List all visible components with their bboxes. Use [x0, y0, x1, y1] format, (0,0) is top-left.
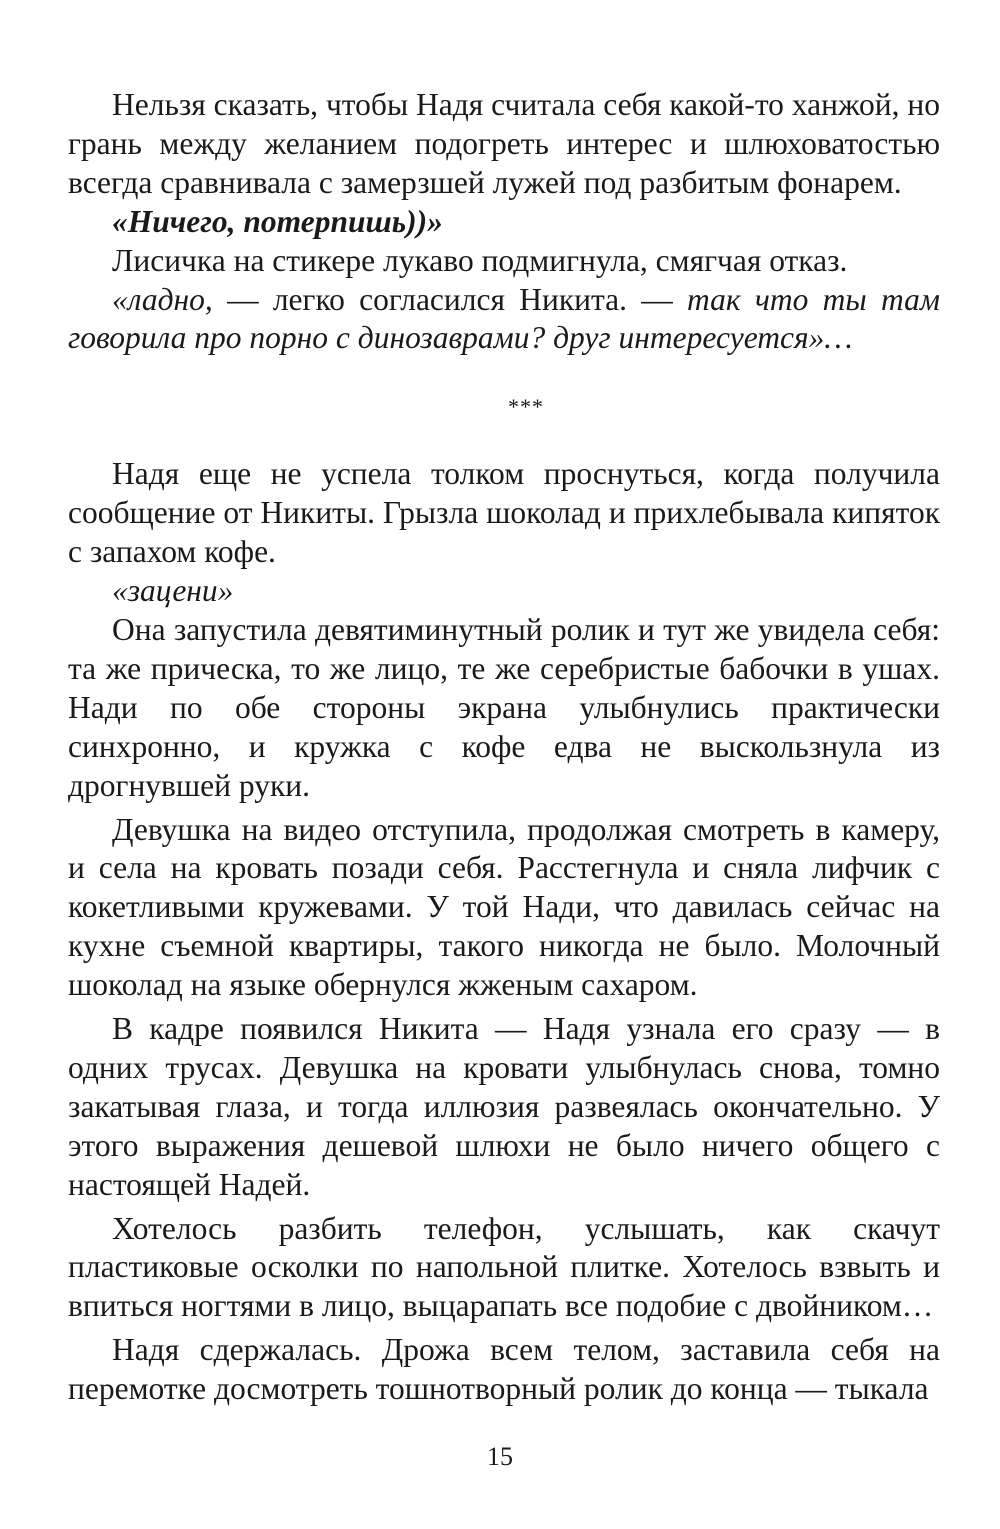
sms-message: «зацени»: [112, 573, 234, 609]
paragraph: Хотелось разбить телефон, услышать, как скачут пластиковые осколки по напольной плитке. Хотелось взвыть и впиться ногтями в лицо, выцарапать все подобие с двойником…: [68, 1210, 940, 1324]
body-text: [68, 86, 940, 1409]
paragraph: Она запустила девятиминутный ролик и тут же увидела себя: та же прическа, то же лицо, те же серебристые бабочки в ушах. Нади по обе стороны экрана улыбнулись практически синхронно, и кружка с кофе едва не выскользнула из дрогнувшей руки.: [68, 611, 940, 803]
page-number: 15: [487, 1442, 513, 1471]
paragraph: Нельзя сказать, чтобы Надя считала себя какой-то ханжой, но грань между желанием подогреть интерес и шлюховатостью всегда сравнивала с замерзшей лужей под разбитым фонарем.: [68, 87, 940, 200]
sms-quote-start: «ладно,: [112, 281, 228, 317]
paragraph: В кадре появился Никита — Надя узнала его сразу — в одних трусах. Девушка на кровати улыбнулась снова, томно закатывая глаза, и тогда иллюзия развеялась окончательно. У этого выражения дешевой шлюхи не было ничего общего с настоящей Надей.: [68, 1011, 940, 1202]
sms-quote-end: так что ты там говорила про порно с динозаврами? друг интересуется»…: [68, 281, 940, 356]
sms-message: «Ничего, потерпишь))»: [112, 203, 443, 239]
narration: — легко согласился Никита. —: [227, 281, 687, 317]
paragraph: Надя еще не успела толком проснуться, когда получила сообщение от Никиты. Грызла шоколад и прихлебывала кипяток с запахом кофе.: [68, 456, 940, 570]
paragraph: Надя сдержалась. Дрожа всем телом, заставила себя на перемотке досмотреть тошнотворный ролик до конца — тыкала: [68, 1332, 940, 1407]
paragraph: Девушка на видео отступила, продолжая смотреть в камеру, и села на кровать позади себя. Расстегнула и сняла лифчик с кокетливыми кружевами. У той Нади, что давилась сейчас на кухне съемной квартиры, такого никогда не было. Молочный шоколад на языке обернулся жженым сахаром.: [68, 811, 940, 1003]
sms-dialogue: [68, 281, 940, 359]
paragraph: Лисичка на стикере лукаво подмигнула, смягчая отказ.: [112, 242, 848, 278]
section-separator: ***: [508, 394, 544, 420]
